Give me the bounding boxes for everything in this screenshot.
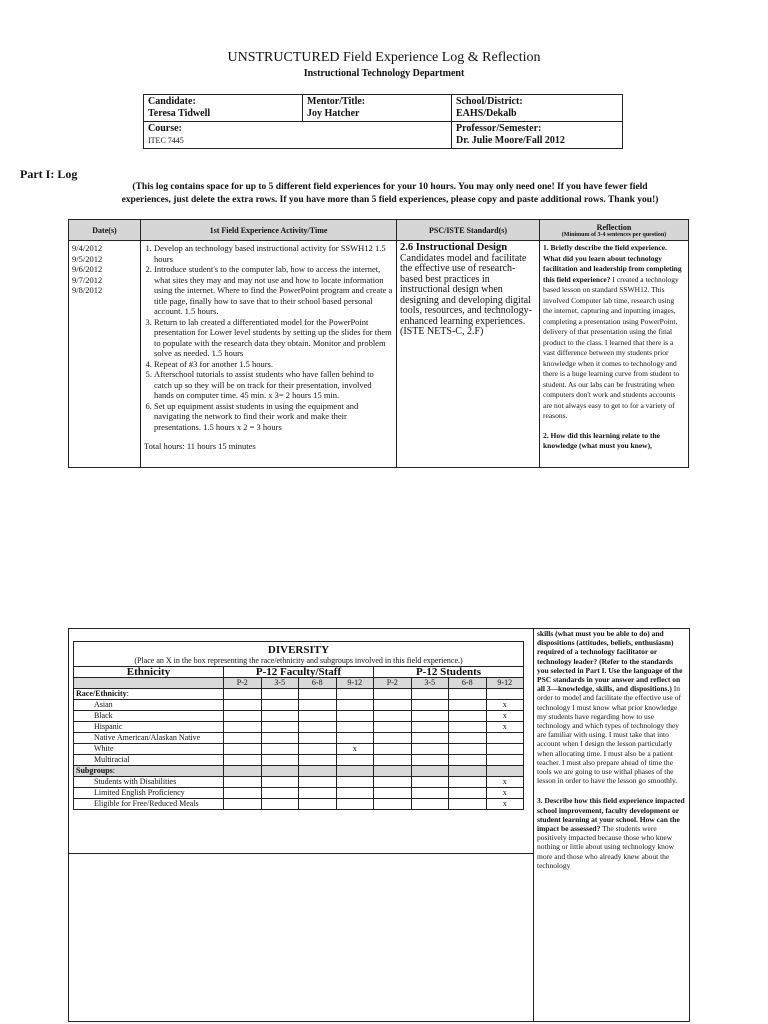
document-title: UNSTRUCTURED Field Experience Log & Reflection <box>227 50 541 65</box>
question-1: 1. Briefly describe the field experience. What did you learn about technology facilitation and leadership from completing this field experience? <box>543 243 682 284</box>
diversity-mark-cell <box>261 711 299 722</box>
diversity-mark-cell <box>411 755 449 766</box>
professor-label: Professor/Semester: <box>456 123 542 134</box>
diversity-mark-cell <box>224 744 262 755</box>
diversity-row <box>74 755 524 766</box>
activity-item: 6. Set up equipment assist students in using the equipment and navigating the network to find their work and make their presentations. 1.5 hours x 2 = 3 hours <box>154 401 393 433</box>
subgroups-heading-cell: Subgroups: <box>74 766 224 777</box>
grade-header-blank <box>74 678 224 689</box>
diversity-row <box>74 777 524 788</box>
candidate-cell <box>144 95 303 122</box>
diversity-mark-cell: x <box>486 722 524 733</box>
diversity-mark-cell <box>336 722 374 733</box>
diversity-mark-cell <box>224 755 262 766</box>
diversity-mark-cell <box>224 799 262 810</box>
diversity-row-label: Limited English Proficiency <box>74 788 224 799</box>
diversity-mark-cell <box>336 700 374 711</box>
diversity-mark-cell <box>299 777 337 788</box>
diversity-mark-cell <box>299 722 337 733</box>
date-item: 9/6/2012 <box>72 264 103 274</box>
diversity-mark-cell <box>411 733 449 744</box>
question-2-continued: skills (what must you be able to do) and dispositions (attitudes, beliefs, enthusiasm) required of a technology facilitator or technology leader? (Refer to the standards you selected in Part I. Use the language of the PSC standards in your answer and reflect on all 3—knowledge, skills, and dispositions.) <box>537 629 683 694</box>
diversity-mark-cell <box>261 733 299 744</box>
diversity-mark-cell <box>411 744 449 755</box>
log-instructions <box>60 181 720 207</box>
diversity-mark-cell <box>374 700 412 711</box>
diversity-mark-cell <box>374 799 412 810</box>
reflection-cell <box>540 241 689 468</box>
diversity-mark-cell <box>261 799 299 810</box>
grade-header: 3-5 <box>411 678 449 689</box>
diversity-row <box>74 722 524 733</box>
diversity-mark-cell <box>336 788 374 799</box>
diversity-mark-cell: x <box>486 777 524 788</box>
grade-header: 3-5 <box>261 678 299 689</box>
question-3: 3. Describe how this field experience impacted school improvement, faculty development or student learning at your school. How can the impact be assessed? <box>537 796 685 834</box>
grade-header-row <box>74 678 524 689</box>
faculty-header: P-12 Faculty/Staff <box>224 667 374 678</box>
diversity-mark-cell <box>411 799 449 810</box>
diversity-mark-cell: x <box>486 788 524 799</box>
diversity-mark-cell <box>411 711 449 722</box>
diversity-row-label: Native American/Alaskan Native <box>74 733 224 744</box>
diversity-row <box>74 700 524 711</box>
diversity-section <box>68 628 690 1022</box>
diversity-mark-cell <box>449 744 487 755</box>
diversity-mark-cell <box>486 733 524 744</box>
activity-item: 3. Return to lab created a differentiated model for the PowerPoint presentation for Lower level students by setting up the slides for them to populate with the research data they obtain. Monitor and problem solve as needed. 1.5 hours <box>154 317 393 359</box>
diversity-row-label: White <box>74 744 224 755</box>
diversity-mark-cell <box>374 722 412 733</box>
diversity-box <box>69 629 534 1021</box>
standard-title: 2.6 Instructional Design <box>400 242 508 253</box>
diversity-row-label: Hispanic <box>74 722 224 733</box>
instructions-line-1: (This log contains space for up to 5 different field experiences for your 10 hours. You may only need one! If you have fewer field <box>132 182 648 192</box>
date-item: 9/8/2012 <box>72 285 103 295</box>
diversity-mark-cell <box>449 755 487 766</box>
subgroups-heading: Subgroups <box>76 766 113 775</box>
race-heading-cell: Race/Ethnicity: <box>74 689 224 700</box>
diversity-mark-cell <box>261 788 299 799</box>
total-hours: Total hours: 11 hours 15 minutes <box>144 441 256 451</box>
diversity-mark-cell <box>261 722 299 733</box>
diversity-mark-cell <box>224 722 262 733</box>
activity-item: 4. Repeat of #3 for another 1.5 hours. <box>154 359 393 370</box>
diversity-mark-cell <box>374 777 412 788</box>
diversity-mark-cell <box>486 744 524 755</box>
answer-1: I created a technology based lesson on standard SSWH12. This involved Computer lab time, research using the internet, capturing and inputting images, completing a presentation using PowerPoint, delivery of that presentation using the final product to the class. I learned that there is a vast difference between my students prior knowledge when it comes to technology and there is a huge learning curve from student to student. As our labs can be frustrating when computers don't work and students accounts are not always easy to get to for a variety of reasons. <box>543 274 680 420</box>
diversity-mark-cell <box>411 788 449 799</box>
diversity-mark-cell <box>449 711 487 722</box>
field-experience-log-table <box>68 219 689 468</box>
department-subtitle: Instructional Technology Department <box>303 68 465 79</box>
grade-header: 9-12 <box>486 678 524 689</box>
standard-header: PSC/ISTE Standard(s) <box>397 220 540 241</box>
ethnicity-header: Ethnicity <box>74 667 224 678</box>
question-2-start: 2. How did this learning relate to the knowledge (what must you knew), <box>543 430 660 450</box>
diversity-mark-cell <box>224 700 262 711</box>
candidate-label: Candidate: <box>148 96 196 107</box>
diversity-row-label: Students with Disabilities <box>74 777 224 788</box>
diversity-mark-cell <box>224 788 262 799</box>
mentor-value: Joy Hatcher <box>307 108 360 119</box>
diversity-title-cell <box>74 642 524 667</box>
diversity-row <box>74 799 524 810</box>
diversity-note: (Place an X in the box representing the race/ethnicity and subgroups involved in this field experience.) <box>134 655 463 665</box>
diversity-mark-cell: x <box>486 799 524 810</box>
diversity-mark-cell <box>299 755 337 766</box>
activity-list <box>144 243 393 432</box>
diversity-mark-cell <box>299 744 337 755</box>
grade-header: P-2 <box>224 678 262 689</box>
diversity-mark-cell <box>486 755 524 766</box>
diversity-row <box>74 788 524 799</box>
mentor-cell <box>303 95 452 122</box>
diversity-mark-cell <box>374 711 412 722</box>
part-heading: Part I: Log <box>20 167 78 181</box>
date-item: 9/4/2012 <box>72 243 103 253</box>
course-label: Course: <box>148 123 182 134</box>
diversity-row <box>74 733 524 744</box>
race-heading: Race/Ethnicity <box>76 689 127 698</box>
diversity-mark-cell <box>336 777 374 788</box>
diversity-row <box>74 744 524 755</box>
diversity-mark-cell <box>299 700 337 711</box>
diversity-title: DIVERSITY <box>267 643 330 656</box>
candidate-value: Teresa Tidwell <box>148 108 211 119</box>
diversity-mark-cell <box>261 777 299 788</box>
race-rows <box>74 700 524 766</box>
subgroups-heading-row <box>74 766 524 777</box>
diversity-mark-cell <box>374 788 412 799</box>
course-cell <box>144 122 452 149</box>
diversity-mark-cell <box>336 799 374 810</box>
diversity-mark-cell <box>449 722 487 733</box>
activity-cell <box>141 241 397 468</box>
dates-header: Date(s) <box>69 220 141 241</box>
grade-header: 6-8 <box>299 678 337 689</box>
diversity-mark-cell: x <box>336 744 374 755</box>
dates-cell <box>69 241 141 468</box>
course-value: ITEC 7445 <box>148 136 184 145</box>
diversity-row <box>74 711 524 722</box>
diversity-mark-cell: x <box>486 700 524 711</box>
diversity-mark-cell <box>261 755 299 766</box>
diversity-mark-cell <box>261 700 299 711</box>
date-item: 9/5/2012 <box>72 253 103 264</box>
diversity-table <box>73 641 524 810</box>
diversity-row-label: Black <box>74 711 224 722</box>
school-value: EAHS/Dekalb <box>456 108 517 119</box>
instructions-line-2: experiences, just delete the extra rows. If you have more than 5 field experiences, please copy and paste additional rows. Thank you!) <box>121 195 659 205</box>
answer-2: In order to model and facilitate the effective use of technology I must know what prior knowledge my students have regarding how to use technology and which types of technology they are familiar with using. I must take that into account when I design the lesson particularly when allocating time. I must also be a patient teacher. I must also prepare ahead of time the tools we are going to use withal phases of the lesson in order to have the lesson go smoothly. <box>537 684 681 786</box>
diversity-mark-cell <box>411 722 449 733</box>
activity-item: 5. Afterschool tutorials to assist students who have fallen behind to catch up so they will be on track for their presentation, involved hands on computer time. 45 min. x 3= 2 hours 15 min. <box>154 369 393 401</box>
school-label: School/District: <box>456 96 523 107</box>
diversity-mark-cell <box>449 777 487 788</box>
diversity-mark-cell <box>374 755 412 766</box>
diversity-mark-cell <box>374 733 412 744</box>
diversity-mark-cell <box>299 733 337 744</box>
race-heading-row <box>74 689 524 700</box>
activity-header: 1st Field Experience Activity/Time <box>141 220 397 241</box>
standard-cell <box>397 241 540 468</box>
diversity-mark-cell <box>449 733 487 744</box>
diversity-mark-cell <box>411 777 449 788</box>
diversity-mark-cell <box>261 744 299 755</box>
reflection-continued <box>537 629 685 870</box>
diversity-mark-cell <box>299 788 337 799</box>
grade-header: P-2 <box>374 678 412 689</box>
diversity-mark-cell <box>449 700 487 711</box>
diversity-mark-cell <box>411 700 449 711</box>
candidate-info-table <box>143 94 623 149</box>
diversity-mark-cell: x <box>486 711 524 722</box>
grade-header: 6-8 <box>449 678 487 689</box>
professor-value: Dr. Julie Moore/Fall 2012 <box>456 135 565 146</box>
diversity-row-label: Multiracial <box>74 755 224 766</box>
diversity-mark-cell <box>374 744 412 755</box>
diversity-mark-cell <box>299 711 337 722</box>
reflection-header-label: Reflection <box>596 222 632 232</box>
reflection-header <box>540 220 689 241</box>
grade-header: 9-12 <box>336 678 374 689</box>
diversity-mark-cell <box>336 711 374 722</box>
activity-item: 1. Develop an technology based instructional activity for SSWH12 1.5 hours <box>154 243 393 264</box>
answer-3: The students were positively impacted because those who knew nothing or little about using technology know more and those who already knew about the technology <box>537 824 675 870</box>
diversity-mark-cell <box>299 799 337 810</box>
reflection-header-note: (Minimum of 3-4 sentences per question) <box>561 231 667 238</box>
diversity-mark-cell <box>224 777 262 788</box>
diversity-mark-cell <box>449 788 487 799</box>
date-item: 9/7/2012 <box>72 274 103 285</box>
activity-item: 2. Introduce student's to the computer lab, how to access the internet, what sites they may and may not use and how to locate information using the internet. Where to find the PowerPoint program and create a title page, finally how to save that to their school based personal account. 1.5 hours. <box>154 264 393 317</box>
diversity-row-label: Eligible for Free/Reduced Meals <box>74 799 224 810</box>
diversity-mark-cell <box>336 733 374 744</box>
section-divider <box>69 853 533 854</box>
diversity-mark-cell <box>224 733 262 744</box>
mentor-label: Mentor/Title: <box>307 96 366 107</box>
professor-cell <box>452 122 623 149</box>
diversity-mark-cell <box>336 755 374 766</box>
diversity-mark-cell <box>224 711 262 722</box>
students-header: P-12 Students <box>374 667 524 678</box>
diversity-row-label: Asian <box>74 700 224 711</box>
school-cell <box>452 95 623 122</box>
standard-text: Candidates model and facilitate the effective use of research-based best practices in instructional design when designing and developing digital tools, resources, and technology-enhanced learning experiences. (ISTE NETS-C, 2.F) <box>400 252 532 337</box>
subgroup-rows <box>74 777 524 810</box>
diversity-mark-cell <box>449 799 487 810</box>
